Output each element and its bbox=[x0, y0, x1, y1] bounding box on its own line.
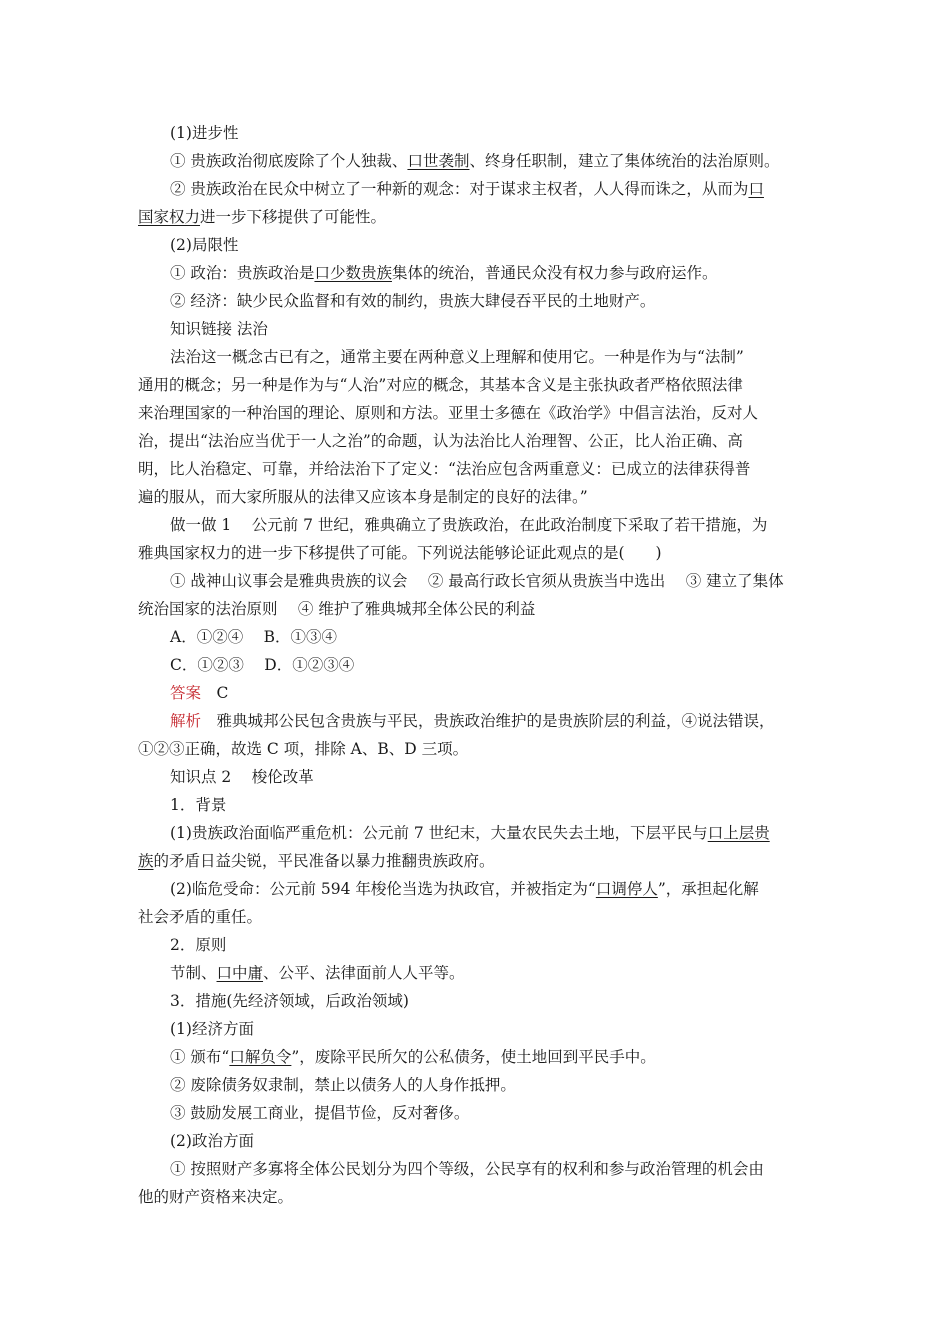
text-line bbox=[170, 1046, 656, 1068]
text-line: A．①②④ B．①③④ bbox=[170, 628, 338, 646]
text-line: 来治理国家的一种治国的理论、原则和方法。亚里士多德在《政治学》中倡言法治，反对人 bbox=[138, 404, 759, 422]
text-segment: (1)贵族政治面临严重危机：公元前 7 世纪末，大量农民失去土地，下层平民与 bbox=[170, 824, 708, 842]
text-segment: 、公平、法律面前人人平等。 bbox=[263, 964, 465, 982]
text-line bbox=[170, 822, 770, 844]
text-line: 治，提出“法治应当优于一人之治”的命题，认为法治比人治理智、公正，比人治正确、高 bbox=[138, 432, 743, 450]
text-segment: 雅典城邦公民包含贵族与平民，贵族政治维护的是贵族阶层的利益，④说法错误， bbox=[201, 712, 775, 730]
answer-blank: 口解负令 bbox=[229, 1048, 292, 1066]
text-segment: ① 贵族政治彻底废除了个人独裁、 bbox=[170, 152, 408, 170]
text-segment: C bbox=[201, 684, 229, 702]
text-segment: ”，废除平民所欠的公私债务，使土地回到平民手中。 bbox=[291, 1048, 656, 1066]
text-line bbox=[170, 262, 717, 284]
text-segment: 进一步下移提供了可能性。 bbox=[200, 208, 387, 226]
text-line: (1)经济方面 bbox=[170, 1020, 254, 1038]
text-segment: 的矛盾日益尖锐，平民准备以暴力推翻贵族政府。 bbox=[153, 852, 495, 870]
text-line: ③ 鼓励发展工商业，提倡节俭，反对奢侈。 bbox=[170, 1104, 470, 1122]
text-line: ① 战神山议事会是雅典贵族的议会 ② 最高行政长官须从贵族当中选出 ③ 建立了集体 bbox=[170, 572, 784, 590]
text-line: 他的财产资格来决定。 bbox=[138, 1188, 294, 1206]
text-line: ② 废除债务奴隶制，禁止以债务人的人身作抵押。 bbox=[170, 1076, 516, 1094]
text-line bbox=[138, 850, 495, 872]
text-line bbox=[170, 962, 465, 984]
text-line bbox=[170, 878, 759, 900]
answer-blank: 国家权力 bbox=[138, 208, 201, 226]
answer-blank: 口上层贵 bbox=[707, 824, 770, 842]
text-line: (2)政治方面 bbox=[170, 1132, 254, 1150]
text-segment: (2)临危受命：公元前 594 年梭伦当选为执政官，并被指定为“ bbox=[170, 880, 596, 898]
text-line: 做一做 1 公元前 7 世纪，雅典确立了贵族政治，在此政治制度下采取了若干措施，为 bbox=[170, 516, 768, 534]
answer-label: 答案 bbox=[170, 684, 202, 702]
text-line: 社会矛盾的重任。 bbox=[138, 908, 263, 926]
text-segment: ”，承担起化解 bbox=[657, 880, 759, 898]
text-line: 通用的概念；另一种是作为与“人治”对应的概念，其基本含义是主张执政者严格依照法律 bbox=[138, 376, 743, 394]
text-line: 遍的服从，而大家所服从的法律又应该本身是制定的良好的法律。” bbox=[138, 488, 588, 506]
answer-blank: 口世袭制 bbox=[407, 152, 470, 170]
text-line bbox=[170, 682, 228, 704]
text-line: 统治国家的法治原则 ④ 维护了雅典城邦全体公民的利益 bbox=[138, 600, 536, 618]
text-segment: 节制、 bbox=[170, 964, 217, 982]
answer-blank: 口少数贵族 bbox=[314, 264, 392, 282]
text-segment: ① 颁布“ bbox=[170, 1048, 230, 1066]
text-line: 明，比人治稳定、可靠，并给法治下了定义：“法治应包含两重意义：已成立的法律获得普 bbox=[138, 460, 751, 478]
text-line: (2)局限性 bbox=[170, 236, 239, 254]
text-line bbox=[170, 178, 764, 200]
text-line: ① 按照财产多寡将全体公民划分为四个等级，公民享有的权利和参与政治管理的机会由 bbox=[170, 1160, 764, 1178]
answer-label: 解析 bbox=[170, 712, 202, 730]
text-segment: ① 政治：贵族政治是 bbox=[170, 264, 315, 282]
text-segment: 集体的统治，普通民众没有权力参与政府运作。 bbox=[391, 264, 718, 282]
text-line: 知识点 2 梭伦改革 bbox=[170, 768, 314, 786]
text-line: 知识链接 法治 bbox=[170, 320, 268, 338]
text-line: ② 经济：缺少民众监督和有效的制约，贵族大肆侵吞平民的土地财产。 bbox=[170, 292, 656, 310]
text-line: 2．原则 bbox=[170, 936, 227, 954]
text-line: 法治这一概念古已有之，通常主要在两种意义上理解和使用它。一种是作为与“法制” bbox=[170, 348, 744, 366]
answer-blank: 口中庸 bbox=[216, 964, 264, 982]
text-line: (1)进步性 bbox=[170, 124, 239, 142]
text-line bbox=[170, 150, 779, 172]
text-line: 雅典国家权力的进一步下移提供了可能。下列说法能够论证此观点的是( ) bbox=[138, 544, 662, 562]
text-line: 1．背景 bbox=[170, 796, 227, 814]
answer-blank: 族 bbox=[138, 852, 154, 870]
text-segment: ② 贵族政治在民众中树立了一种新的观念：对于谋求主权者，人人得而诛之，从而为 bbox=[170, 180, 749, 198]
text-line: C．①②③ D．①②③④ bbox=[170, 656, 355, 674]
answer-blank: 口 bbox=[748, 180, 764, 198]
text-line bbox=[170, 710, 775, 732]
text-segment: 、终身任职制，建立了集体统治的法治原则。 bbox=[469, 152, 780, 170]
text-line: 3．措施(先经济领域，后政治领域) bbox=[170, 992, 409, 1010]
text-line bbox=[138, 206, 386, 228]
answer-blank: 口调停人 bbox=[595, 880, 658, 898]
text-line: ①②③正确，故选 C 项，排除 A、B、D 三项。 bbox=[138, 740, 469, 758]
